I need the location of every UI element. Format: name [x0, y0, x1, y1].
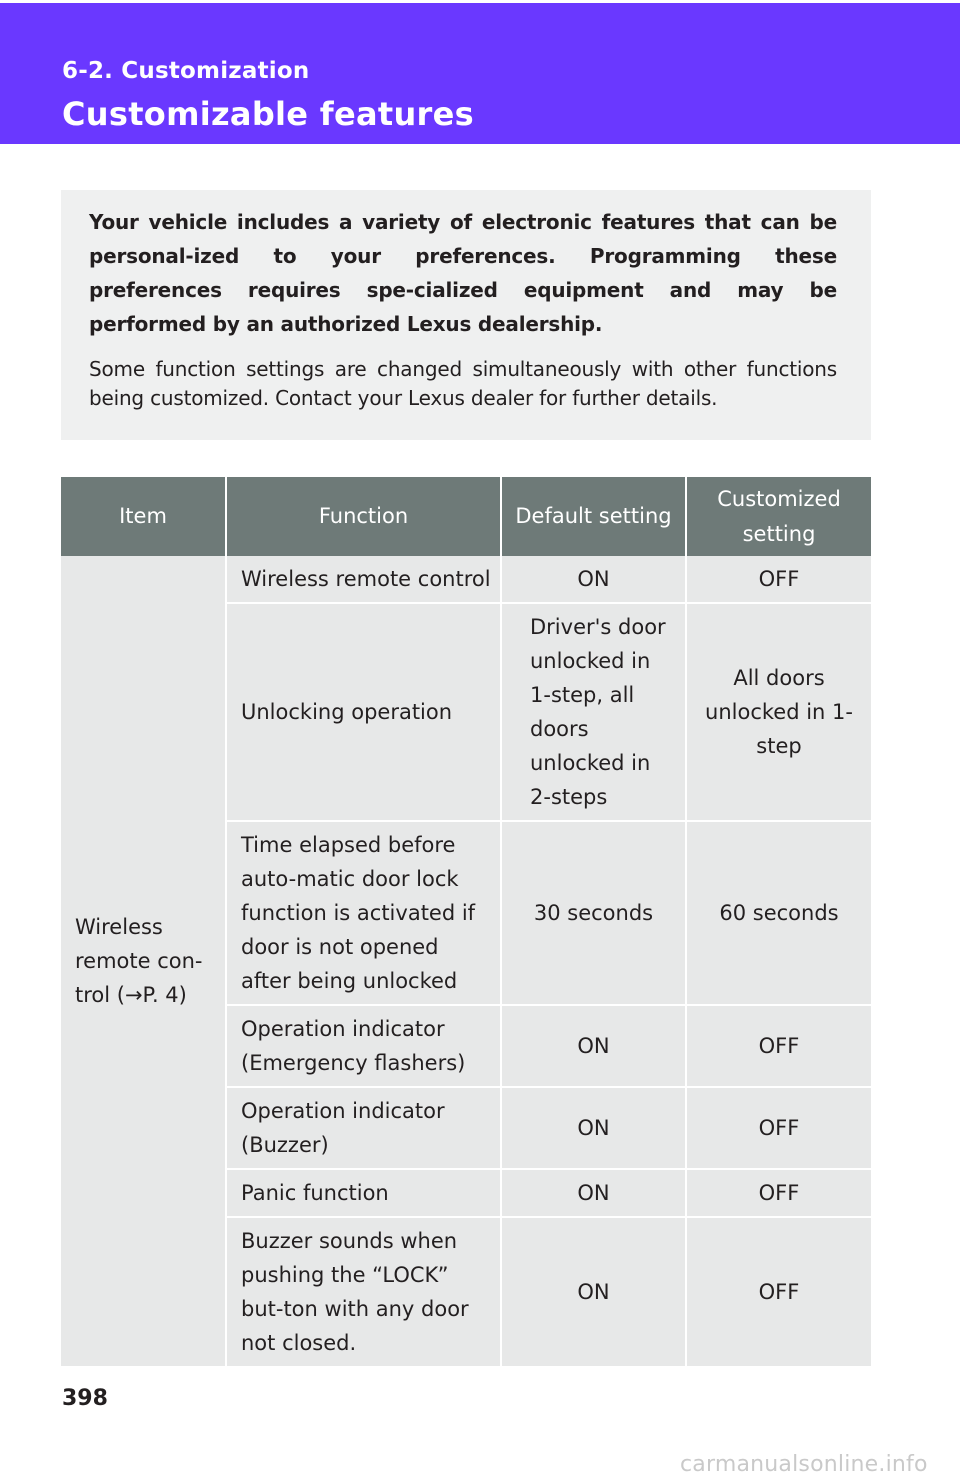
customized-cell: 60 seconds: [686, 821, 871, 1005]
customized-cell: OFF: [686, 1005, 871, 1087]
header-item: Item: [61, 477, 226, 556]
table-header-row: [61, 477, 871, 556]
intro-bold-text: Your vehicle includes a variety of electronic features that can be personal-ized to your preferences. Programming these preferences requires spe-cialized equipment and may be performed by an authorized Lexus dealership.: [89, 210, 837, 336]
customized-cell: OFF: [686, 1087, 871, 1169]
function-cell: Buzzer sounds when pushing the “LOCK” but-ton with any door not closed.: [226, 1217, 501, 1367]
default-cell: ON: [501, 1169, 686, 1217]
default-cell: ON: [501, 1217, 686, 1367]
intro-regular-text: Some function settings are changed simultaneously with other functions being customized. Contact your Lexus dealer for further details.: [89, 357, 837, 410]
page-header: [0, 0, 960, 144]
function-cell: Operation indicator (Emergency flashers): [226, 1005, 501, 1087]
function-cell: Wireless remote control: [226, 556, 501, 603]
function-cell: Operation indicator (Buzzer): [226, 1087, 501, 1169]
item-wireless-remote-control: Wireless remote con-trol (→P. 4): [61, 556, 226, 1367]
header-customized-setting: Customized setting: [686, 477, 871, 556]
default-cell: Driver's door unlocked in 1-step, all doors unlocked in 2-steps: [501, 603, 686, 821]
page-number: 398: [62, 1386, 108, 1411]
default-cell: ON: [501, 556, 686, 603]
customized-cell: OFF: [686, 1169, 871, 1217]
header-default-setting: Default setting: [501, 477, 686, 556]
default-cell: 30 seconds: [501, 821, 686, 1005]
function-cell: Unlocking operation: [226, 603, 501, 821]
customization-table: [61, 477, 871, 1368]
function-cell: Time elapsed before auto-matic door lock function is activated if door is not opened after being unlocked: [226, 821, 501, 1005]
customized-cell: OFF: [686, 556, 871, 603]
section-label: 6-2. Customization: [62, 58, 310, 84]
function-cell: Panic function: [226, 1169, 501, 1217]
watermark: carmanualsonline.info: [680, 1452, 928, 1477]
header-top-line: [0, 0, 960, 3]
intro-box: [61, 190, 871, 440]
table-row: [61, 556, 871, 603]
customized-cell: OFF: [686, 1217, 871, 1367]
default-cell: ON: [501, 1005, 686, 1087]
page-title: Customizable features: [62, 95, 474, 133]
header-function: Function: [226, 477, 501, 556]
customized-cell: All doors unlocked in 1-step: [686, 603, 871, 821]
default-cell: ON: [501, 1087, 686, 1169]
